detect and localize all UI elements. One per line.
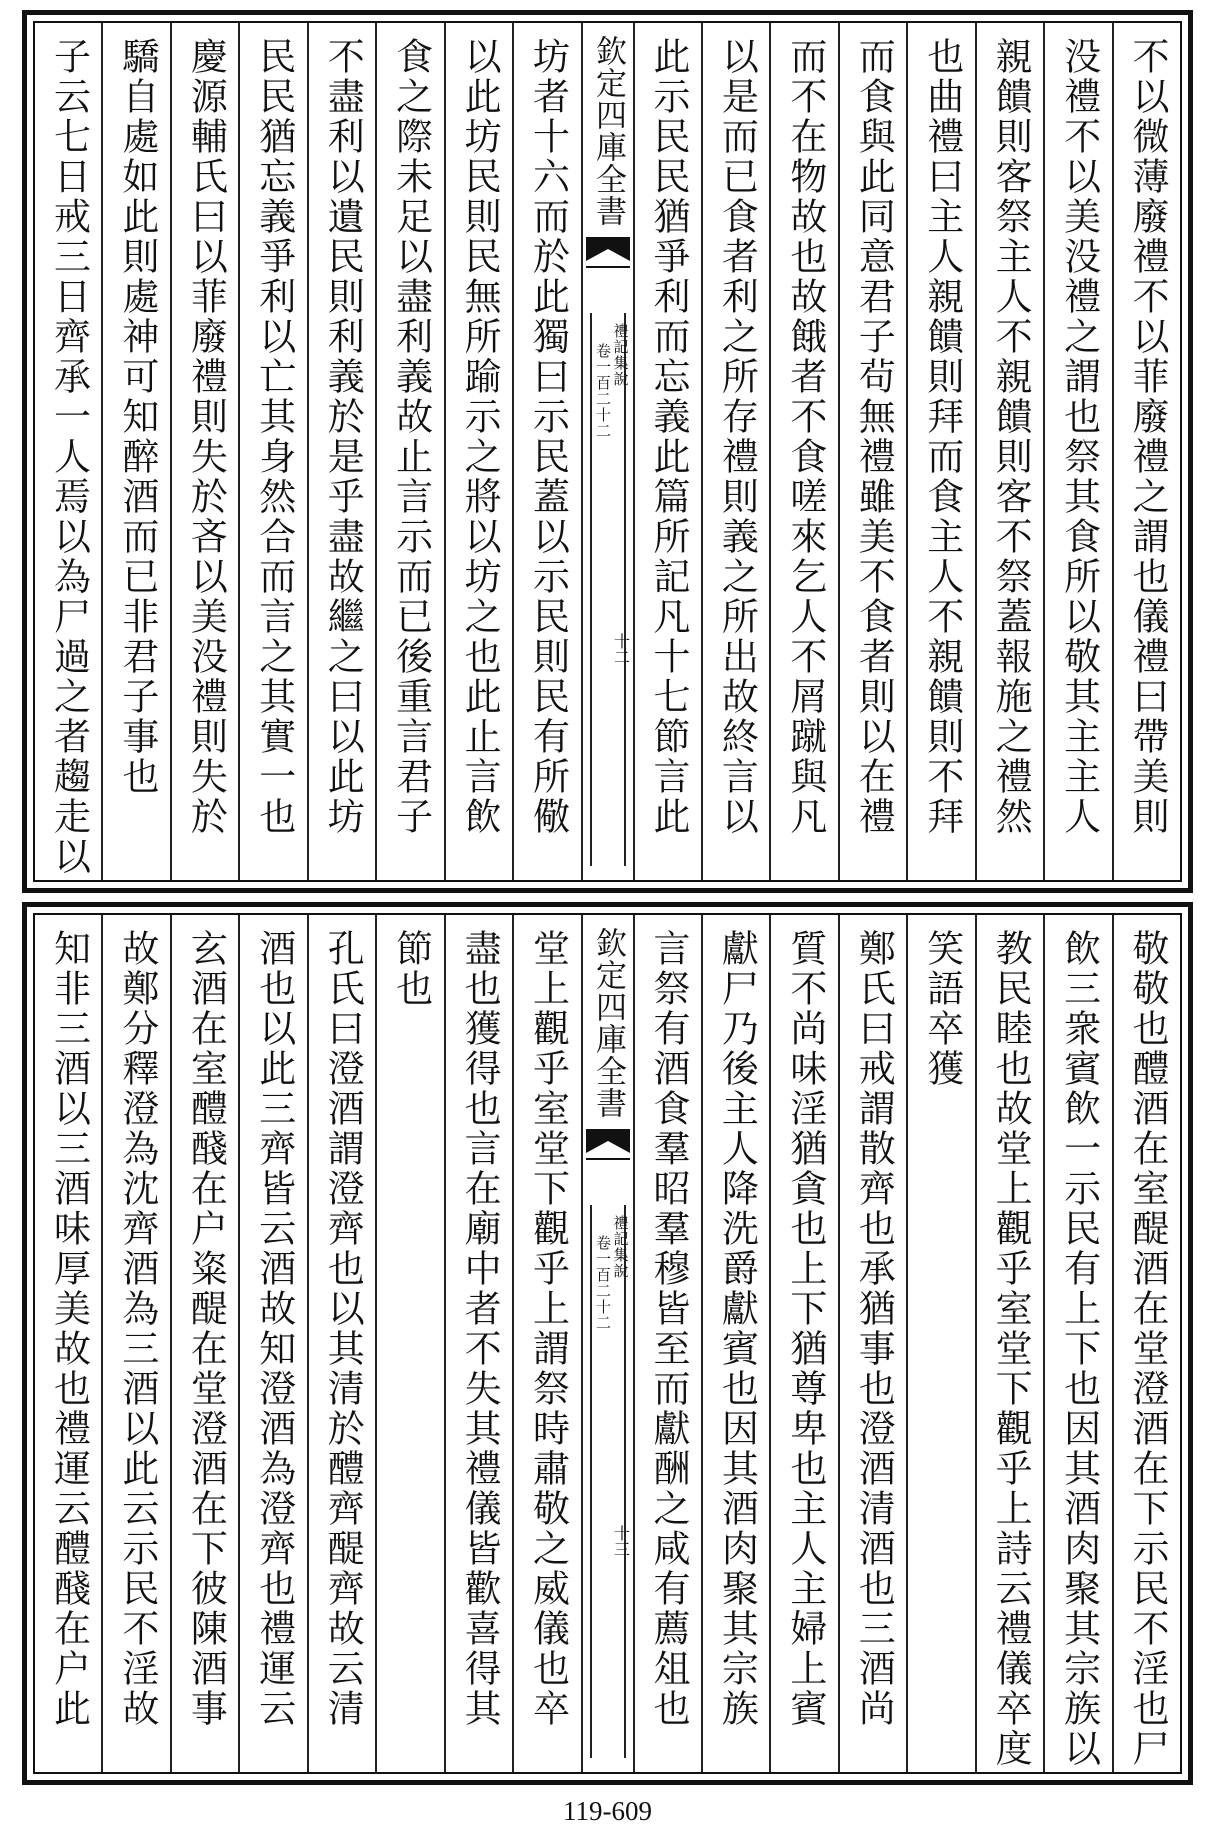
text-column: 不以微薄廢禮不以菲廢禮之謂也儀禮曰帶美則: [1112, 23, 1180, 880]
text-column: 不盡利以遺民則利義於是乎盡故繼之曰以此坊: [307, 23, 375, 880]
page-number: 119-609: [563, 1796, 652, 1826]
text-column: 飲三衆賓飲一示民有上下也因其酒肉聚其宗族以: [1043, 915, 1111, 1772]
lower-page-frame: [22, 902, 1193, 1785]
spine-book-label: [595, 323, 629, 439]
text-column: 慶源輔氏曰以菲廢禮則失於吝以美没禮則失於: [170, 23, 238, 880]
text-column: 故鄭分釋澄為沈齊酒為三酒以此云示民不淫故: [101, 915, 169, 1772]
spine-book-title: 禮記集說: [611, 1215, 630, 1279]
fishtail-mark-icon: [583, 1125, 633, 1165]
spine-book-label: [595, 1215, 629, 1331]
spine-book-title: 禮記集說: [611, 323, 630, 387]
spine-page-marker: 十二: [611, 633, 631, 665]
text-column: 言祭有酒食羣昭羣穆皆至而獻酬之咸有薦俎也: [633, 915, 701, 1772]
text-column: 食之際未足以盡利義故止言示而已後重言君子: [375, 23, 443, 880]
text-column: 而不在物故也故餓者不食嗟來乞人不屑蹴與凡: [769, 23, 837, 880]
text-column: 親饋則客祭主人不親饋則客不祭蓋報施之禮然: [975, 23, 1043, 880]
center-spine: [581, 915, 633, 1772]
spine-title: 欽定四庫全書: [590, 35, 626, 227]
text-column: 而食與此同意君子茍無禮雖美不食者則以在禮: [838, 23, 906, 880]
text-column: 没禮不以美没禮之謂也祭其食所以敬其主主人: [1043, 23, 1111, 880]
text-column: 鄭氏曰戒謂散齊也承猶事也澄酒清酒也三酒尚: [838, 915, 906, 1772]
spine-volume: 卷一百二十二: [594, 1235, 612, 1331]
center-spine: [581, 23, 633, 880]
lower-text-grid: [33, 913, 1182, 1774]
text-column: 教民睦也故堂上觀乎室堂下觀乎上詩云禮儀卒度: [975, 915, 1043, 1772]
text-column: 獻尸乃後主人降洗爵獻賓也因其酒肉聚其宗族: [701, 915, 769, 1772]
upper-text-grid: [33, 21, 1182, 882]
text-column: 民民猶忘義爭利以亡其身然合而言之其實一也: [238, 23, 306, 880]
text-column: 子云七日戒三日齊承一人焉以為尸過之者趨走以: [47, 37, 91, 877]
text-column: 堂上觀乎室堂下觀乎上謂祭時肅敬之威儀也卒: [512, 915, 580, 1772]
text-column: 玄酒在室醴醆在户粢醍在堂澄酒在下彼陳酒事: [170, 915, 238, 1772]
spine-title: 欽定四庫全書: [590, 927, 626, 1119]
fishtail-mark-icon: [583, 233, 633, 273]
spine-page-marker: 十三: [611, 1525, 631, 1557]
upper-page-frame: [22, 10, 1193, 893]
text-column: 質不尚味淫猶貪也上下猶尊卑也主人主婦上賓: [769, 915, 837, 1772]
text-column: 笑語卒獲: [906, 915, 974, 1772]
text-column: 此示民民猶爭利而忘義此篇所記凡十七節言此: [633, 23, 701, 880]
text-column: 坊者十六而於此獨曰示民蓋以示民則民有所儆: [512, 23, 580, 880]
text-column: 驕自處如此則處神可知醉酒而已非君子事也: [101, 23, 169, 880]
text-column: 節也: [375, 915, 443, 1772]
text-column: 盡也獲得也言在廟中者不失其禮儀皆歡喜得其: [444, 915, 512, 1772]
text-column: 以此坊民則民無所踰示之將以坊之也此止言飲: [444, 23, 512, 880]
spine-volume: 卷一百二十二: [594, 343, 612, 439]
text-column: 以是而已食者利之所存禮則義之所出故終言以: [701, 23, 769, 880]
text-column: 知非三酒以三酒味厚美故也禮運云醴醆在户此: [47, 929, 91, 1729]
text-column: 也曲禮曰主人親饋則拜而食主人不親饋則不拜: [906, 23, 974, 880]
text-column: 敬敬也醴酒在室醍酒在堂澄酒在下示民不淫也尸: [1112, 915, 1180, 1772]
text-column: 孔氏曰澄酒謂澄齊也以其清於醴齊醍齊故云清: [307, 915, 375, 1772]
text-column: 酒也以此三齊皆云酒故知澄酒為澄齊也禮運云: [238, 915, 306, 1772]
